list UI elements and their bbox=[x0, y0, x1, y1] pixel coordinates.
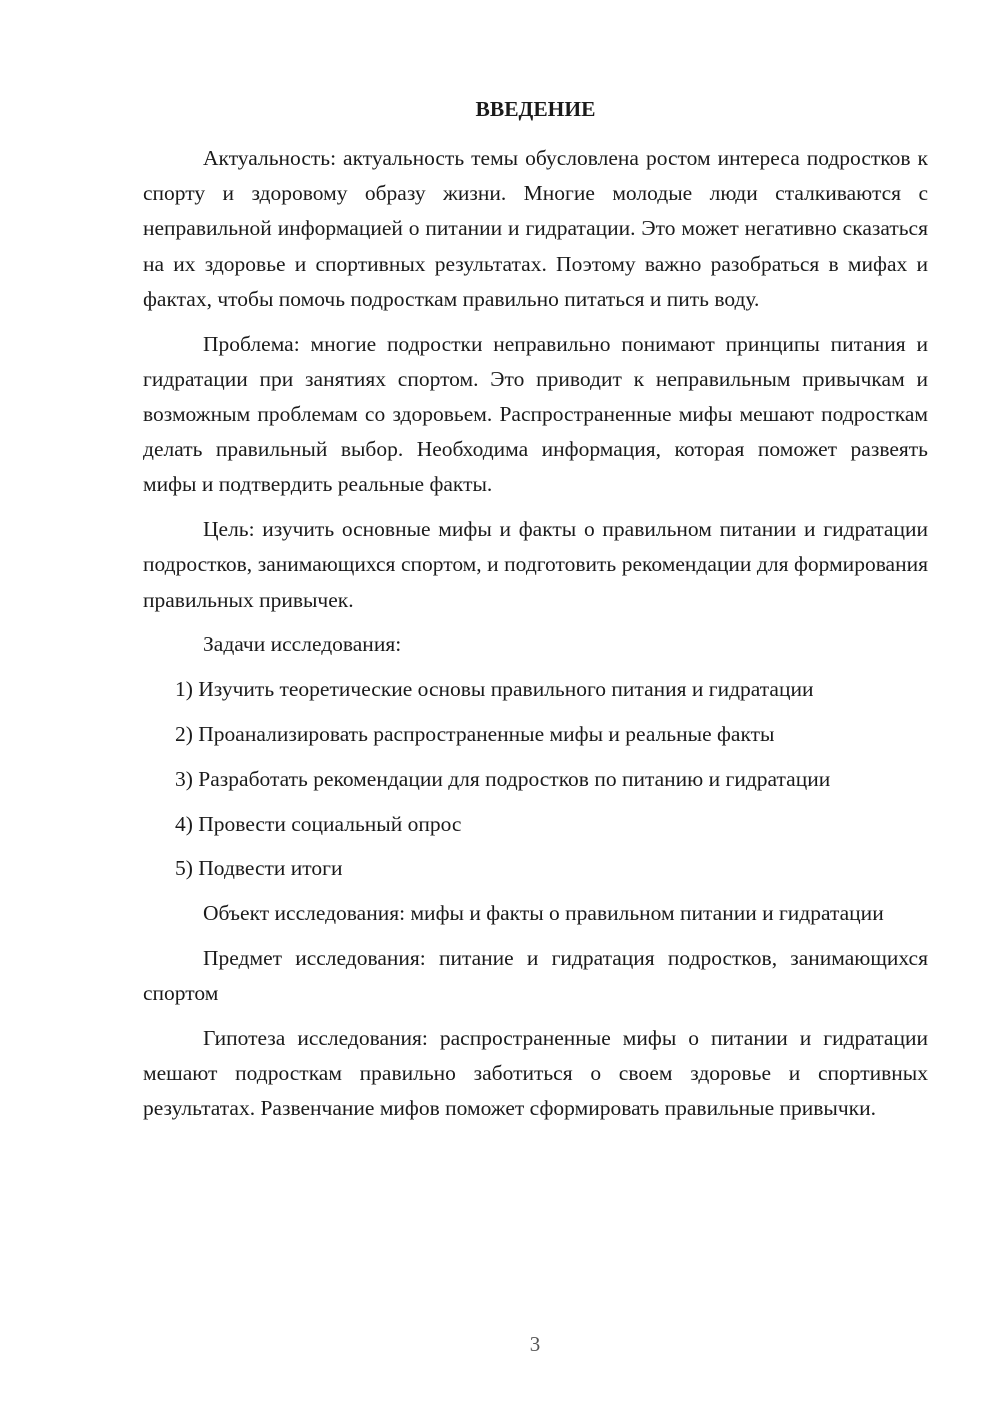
task-item: 3) Разработать рекомендации для подростков по питанию и гидратации bbox=[175, 766, 831, 791]
tasks-heading: Задачи исследования: bbox=[203, 632, 402, 657]
paragraph-relevance: Актуальность: актуальность темы обусловлена ростом интереса подростков к спорту и здоровому образу жизни. Многие молодые люди сталкиваются с неправильной информацией о питании и гидратации. Это может негативно сказаться на их здоровье и спортивных результатах. Поэтому важно разобраться в мифах и фактах, чтобы помочь подросткам правильно питаться и пить воду. bbox=[143, 146, 928, 311]
task-item: 2) Проанализировать распространенные мифы и реальные факты bbox=[175, 722, 775, 747]
document-page bbox=[143, 92, 928, 1136]
page-number: 3 bbox=[529, 1332, 541, 1356]
paragraph-hypothesis: Гипотеза исследования: распространенные мифы о питании и гидратации мешают подросткам правильно заботиться о своем здоровье и спортивных результатах. Развенчание мифов поможет сформировать правильные привычки. bbox=[143, 1026, 928, 1121]
paragraph-object: Объект исследования: мифы и факты о правильном питании и гидратации bbox=[203, 901, 884, 926]
paragraph-subject: Предмет исследования: питание и гидратация подростков, занимающихся спортом bbox=[143, 946, 928, 1006]
task-item: 1) Изучить теоретические основы правильного питания и гидратации bbox=[175, 677, 814, 702]
paragraph-problem: Проблема: многие подростки неправильно понимают принципы питания и гидратации при занятиях спортом. Это приводит к неправильным привычкам и возможным проблемам со здоровьем. Распространенные мифы мешают подросткам делать правильный выбор. Необходима информация, которая поможет развеять мифы и подтвердить реальные факты. bbox=[143, 331, 928, 497]
page-title: ВВЕДЕНИЕ bbox=[475, 97, 596, 121]
task-item: 5) Подвести итоги bbox=[175, 856, 343, 881]
paragraph-goal: Цель: изучить основные мифы и факты о правильном питании и гидратации подростков, занимающихся спортом, и подготовить рекомендации для формирования правильных привычек. bbox=[143, 517, 928, 612]
task-item: 4) Провести социальный опрос bbox=[175, 811, 462, 836]
